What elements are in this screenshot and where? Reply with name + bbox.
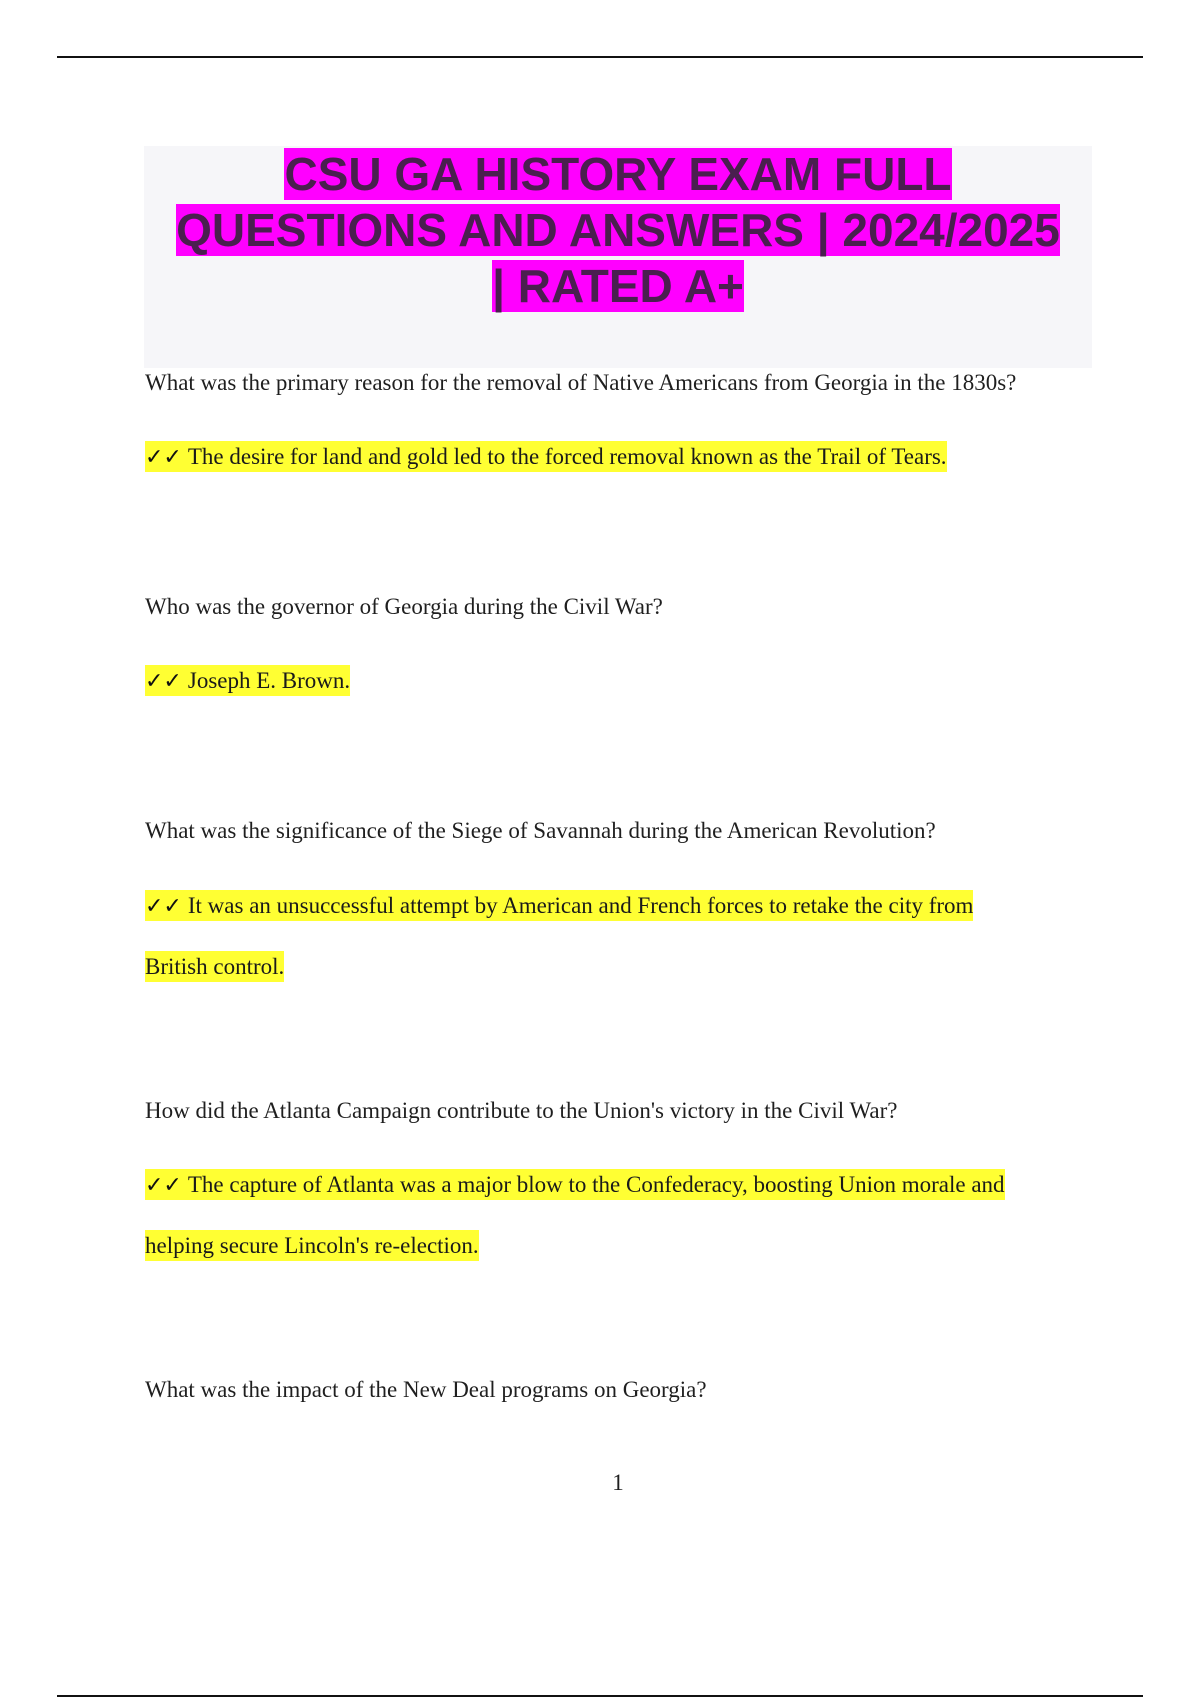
question-5: What was the impact of the New Deal programs on Georgia? [145, 1377, 707, 1402]
title-line-2: QUESTIONS AND ANSWERS | 2024/2025 [176, 204, 1060, 256]
question-1: What was the primary reason for the removal of Native Americans from Georgia in the 1830s? [145, 370, 1017, 395]
answer-4-text-line-1: The capture of Atlanta was a major blow to the Confederacy, boosting Union morale and [187, 1172, 1005, 1197]
page-title [144, 146, 1092, 314]
answer-4 [145, 1155, 1065, 1276]
answer-4-text-line-2: helping secure Lincoln's re-election. [145, 1230, 479, 1261]
answer-3-text-line-1: It was an unsuccessful attempt by American and French forces to retake the city from [187, 893, 974, 918]
top-rule [57, 56, 1143, 58]
title-line-1: CSU GA HISTORY EXAM FULL [284, 148, 952, 200]
answer-1 [145, 427, 1065, 488]
check-icon: ✓✓ [145, 445, 182, 470]
question-2: Who was the governor of Georgia during the Civil War? [145, 594, 663, 619]
check-icon: ✓✓ [145, 894, 182, 919]
title-line-3: | RATED A+ [492, 260, 744, 312]
check-icon: ✓✓ [145, 1173, 182, 1198]
check-icon: ✓✓ [145, 669, 182, 694]
answer-2-text: Joseph E. Brown. [187, 668, 351, 693]
answer-2 [145, 651, 1065, 712]
bottom-rule [57, 1695, 1143, 1697]
answer-3-text-line-2: British control. [145, 951, 284, 982]
answer-3 [145, 876, 1065, 997]
answer-1-text: The desire for land and gold led to the forced removal known as the Trail of Tears. [187, 444, 947, 469]
question-3: What was the significance of the Siege of Savannah during the American Revolution? [145, 818, 936, 843]
question-4: How did the Atlanta Campaign contribute to the Union's victory in the Civil War? [145, 1098, 898, 1123]
title-block [144, 146, 1092, 368]
page-number: 1 [612, 1470, 624, 1495]
